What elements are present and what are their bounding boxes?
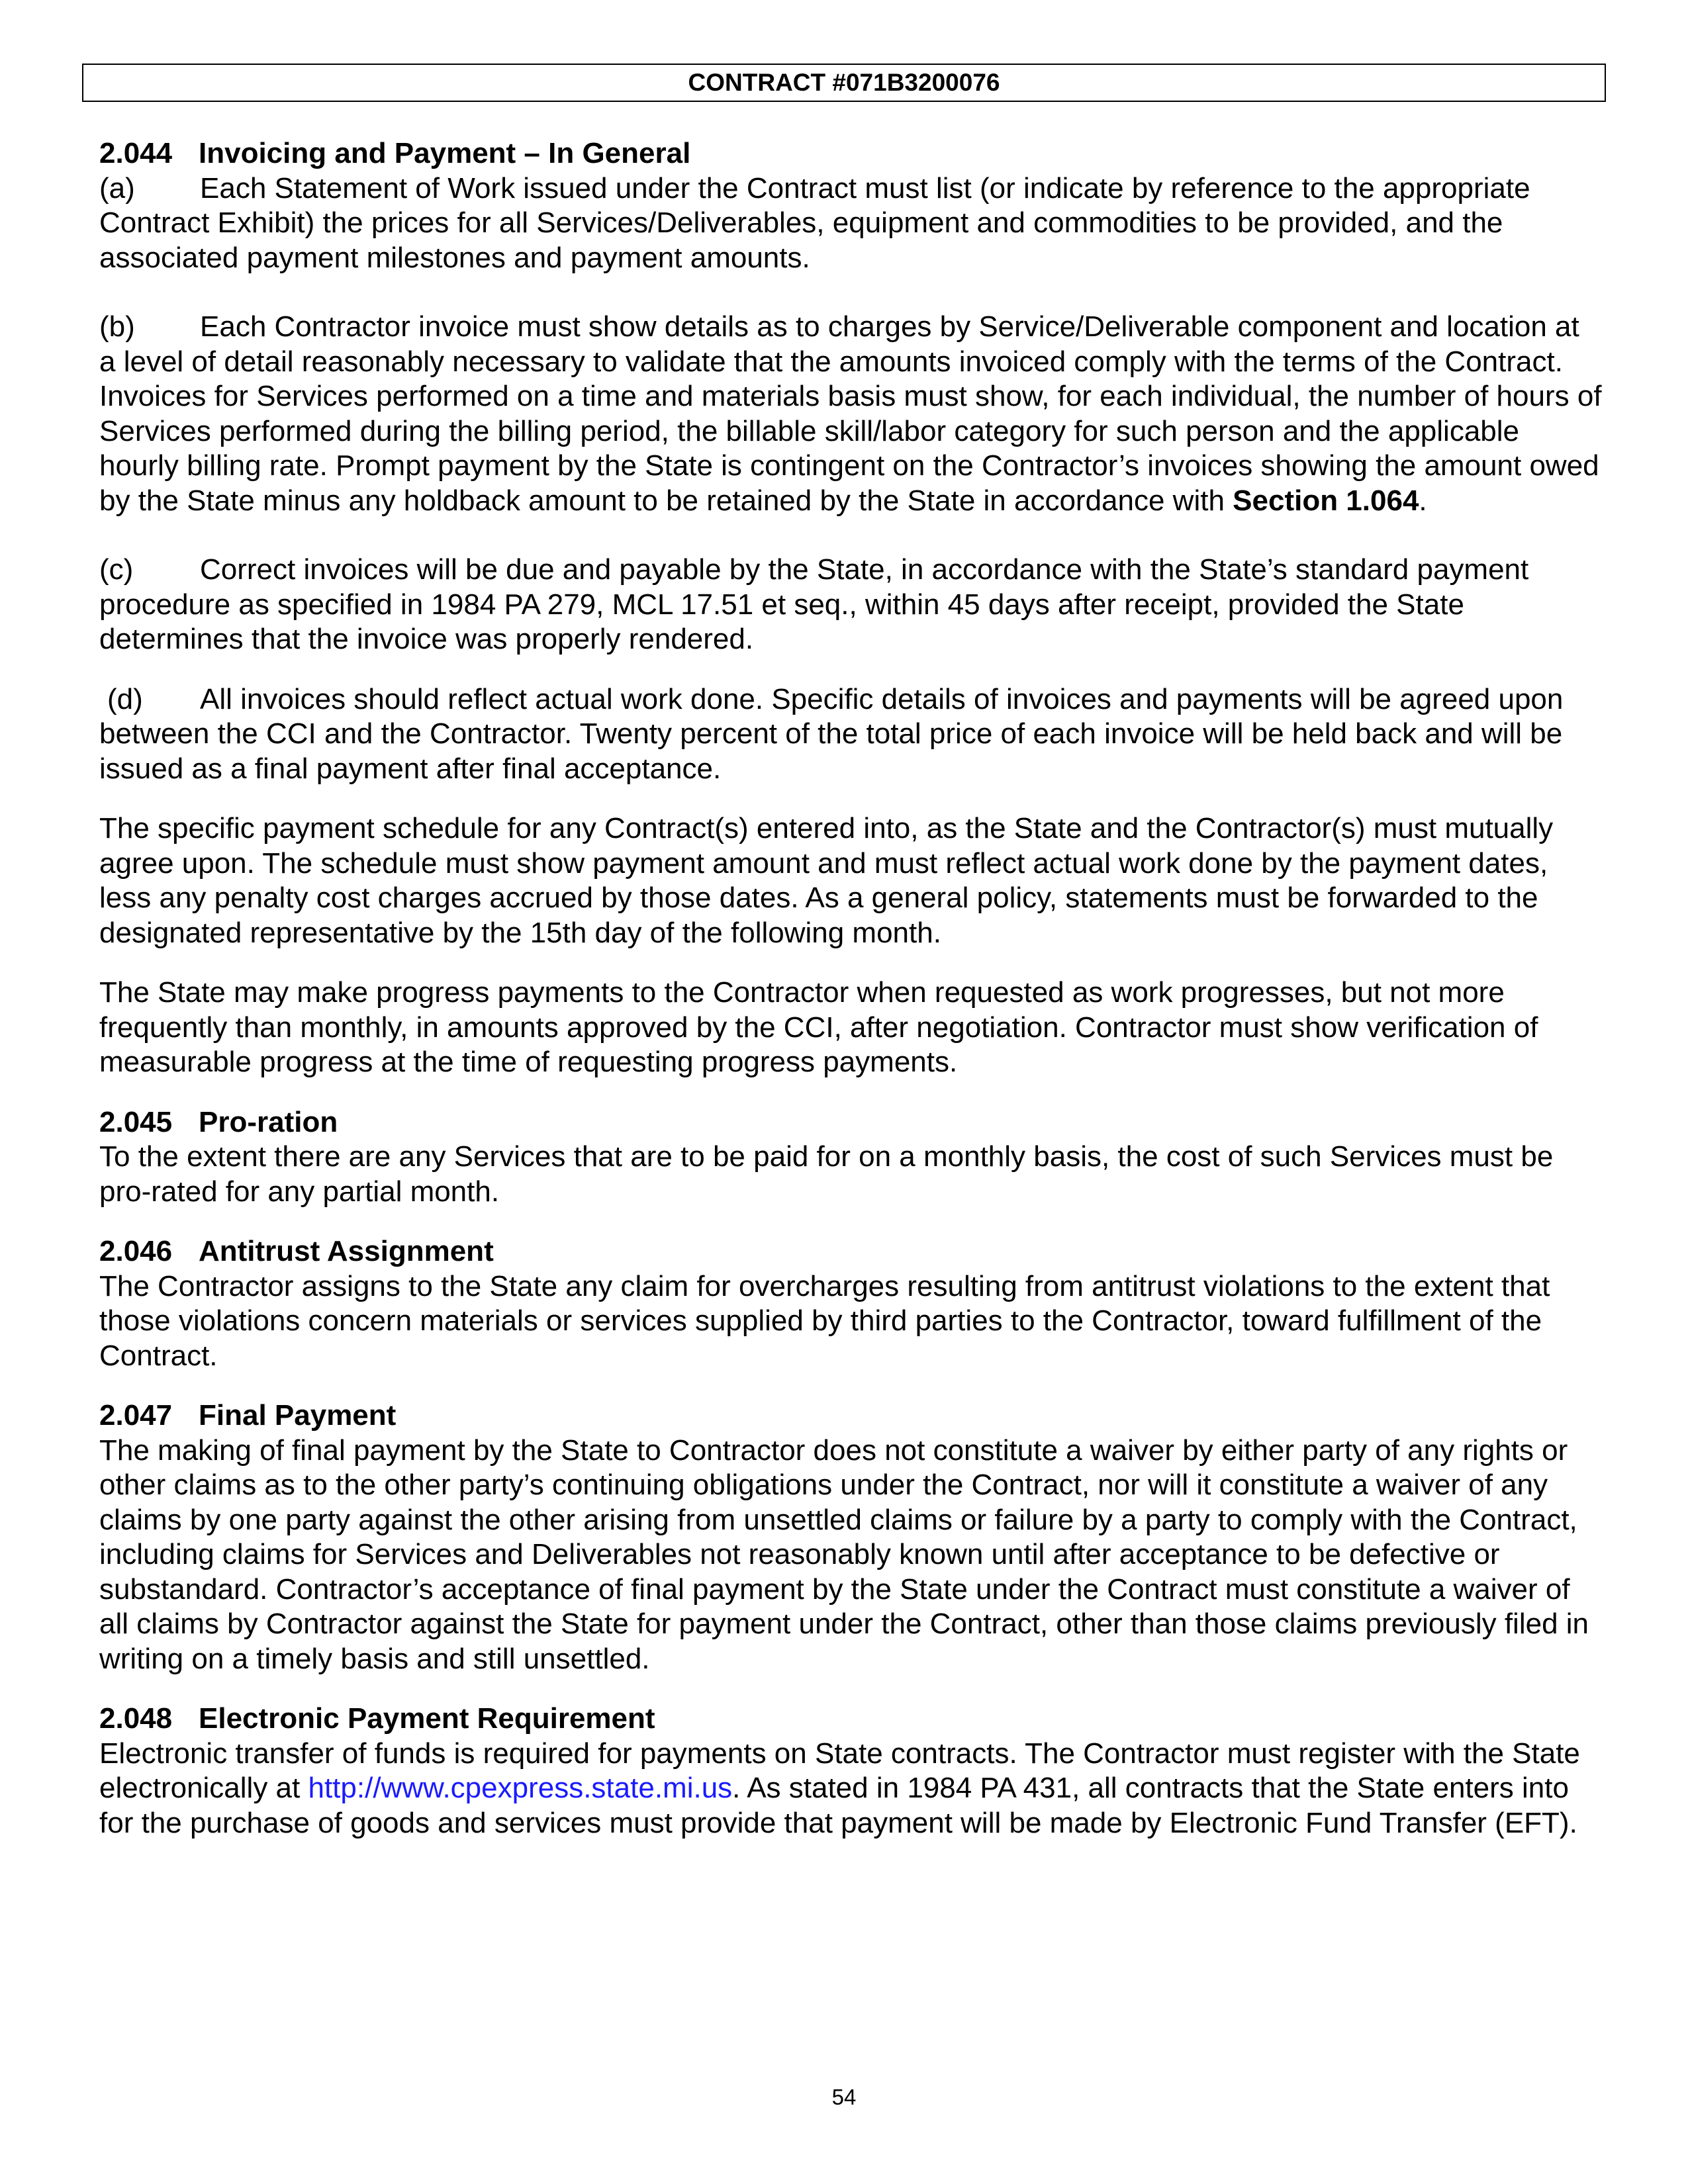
section-title: Antitrust Assignment	[199, 1235, 494, 1267]
section-2-048	[99, 1702, 1602, 1841]
section-title: Electronic Payment Requirement	[199, 1702, 655, 1735]
section-2-045	[99, 1105, 1602, 1210]
paragraph: The Contractor assigns to the State any claim for overcharges resulting from antitrust violations to the extent that those violations concern materials or services supplied by third parties to the Contractor, toward fulfillment of the Contract.	[99, 1269, 1550, 1372]
section-number: 2.044	[99, 137, 173, 169]
section-title: Final Payment	[199, 1399, 397, 1432]
clause-text-end: .	[1419, 484, 1427, 517]
section-heading	[99, 1702, 1602, 1737]
paragraph: The specific payment schedule for any Contract(s) entered into, as the State and the Contractor(s) must mutually agree upon. The schedule must show payment amount and must reflect actual work done by the payment dates, less any penalty cost charges accrued by those dates. As a general policy, statements must be forwarded to the designated representative by the 15th day of the following month.	[99, 812, 1554, 949]
section-number: 2.046	[99, 1235, 173, 1267]
section-2-047	[99, 1398, 1602, 1676]
clause-text: All invoices should reflect actual work done. Specific details of invoices and payments will be agreed upon between the CCI and the Contractor. Twenty percent of the total price of each invoice will be held back and will be issued as a final payment after final acceptance.	[99, 682, 1564, 785]
clause-label: (b)	[99, 310, 135, 343]
section-heading	[99, 1234, 1602, 1269]
section-number: 2.047	[99, 1399, 173, 1432]
section-heading	[99, 1105, 1602, 1140]
paragraph	[99, 1737, 1602, 1841]
clause-label: (a)	[99, 171, 135, 205]
section-title: Pro-ration	[199, 1105, 338, 1138]
paragraph-text: Electronic transfer of funds is required for payments on State contracts. The Contractor must register with the State electronically at	[99, 1737, 1580, 1804]
document-body	[99, 136, 1602, 1841]
section-heading	[99, 1398, 1602, 1433]
clause-label: (c)	[99, 553, 134, 586]
paragraph: The State may make progress payments to the Contractor when requested as work progresses, but not more frequently than monthly, in amounts approved by the CCI, after negotiation. Contractor must show verification of measurable progress at the time of requesting progress payments.	[99, 976, 1538, 1078]
section-2-044	[99, 136, 1602, 1080]
clause-text: Each Contractor invoice must show details as to charges by Service/Deliverable component and location at a level of detail reasonably necessary to validate that the amounts invoiced comply with the terms of the Contract. Invoices for Services performed on a time and materials basis must show, for each individual, the number of hours of Services performed during the billing period, the billable skill/labor category for such person and the applicable hourly billing rate. Prompt payment by the State is contingent on the Contractor’s invoices showing the amount owed by the State minus any holdback amount to be retained by the State in accordance with	[99, 310, 1602, 517]
section-title: Invoicing and Payment – In General	[199, 137, 691, 169]
section-reference: Section 1.064	[1233, 484, 1419, 517]
clause-c	[99, 553, 1602, 657]
paragraph: The making of final payment by the State to Contractor does not constitute a waiver by either party of any rights or other claims as to the other party’s continuing obligations under the Contract, nor will it constitute a waiver of any claims by one party against the other arising from unsettled claims or failure by a party to comply with the Contract, including claims for Services and Deliverables not reasonably known until after acceptance to be defective or substandard. Contractor’s acceptance of final payment by the State under the Contract must constitute a waiver of all claims by Contractor against the State for payment under the Contract, other than those claims previously filed in writing on a timely basis and still unsettled.	[99, 1433, 1589, 1675]
clause-d	[99, 682, 1602, 787]
section-2-046	[99, 1234, 1602, 1373]
paragraph-text-end: . As stated in 1984 PA 431, all contracts that the State enters into for the purchase of goods and services must provide that payment will be made by Electronic Fund Transfer (EFT).	[99, 1772, 1577, 1839]
contract-title: CONTRACT #071B3200076	[688, 69, 1000, 96]
clause-text: Each Statement of Work issued under the Contract must list (or indicate by reference to the appropriate Contract Exhibit) the prices for all Services/Deliverables, equipment and commodities to be provided, and the associated payment milestones and payment amounts.	[99, 171, 1530, 274]
clause-text: Correct invoices will be due and payable by the State, in accordance with the State’s standard payment procedure as specified in 1984 PA 279, MCL 17.51 et seq., within 45 days after receipt, provided the State determines that the invoice was properly rendered.	[99, 553, 1529, 655]
section-heading	[99, 136, 1602, 171]
cpexpress-link[interactable]: http://www.cpexpress.state.mi.us	[308, 1772, 733, 1804]
contract-header	[82, 64, 1606, 102]
page-number: 54	[831, 2085, 857, 2109]
paragraph: To the extent there are any Services that are to be paid for on a monthly basis, the cost of such Services must be pro-rated for any partial month.	[99, 1140, 1554, 1208]
section-number: 2.048	[99, 1702, 173, 1735]
clause-b	[99, 310, 1602, 518]
clause-label: (d)	[107, 682, 143, 715]
clause-a	[99, 171, 1602, 276]
section-number: 2.045	[99, 1105, 173, 1138]
